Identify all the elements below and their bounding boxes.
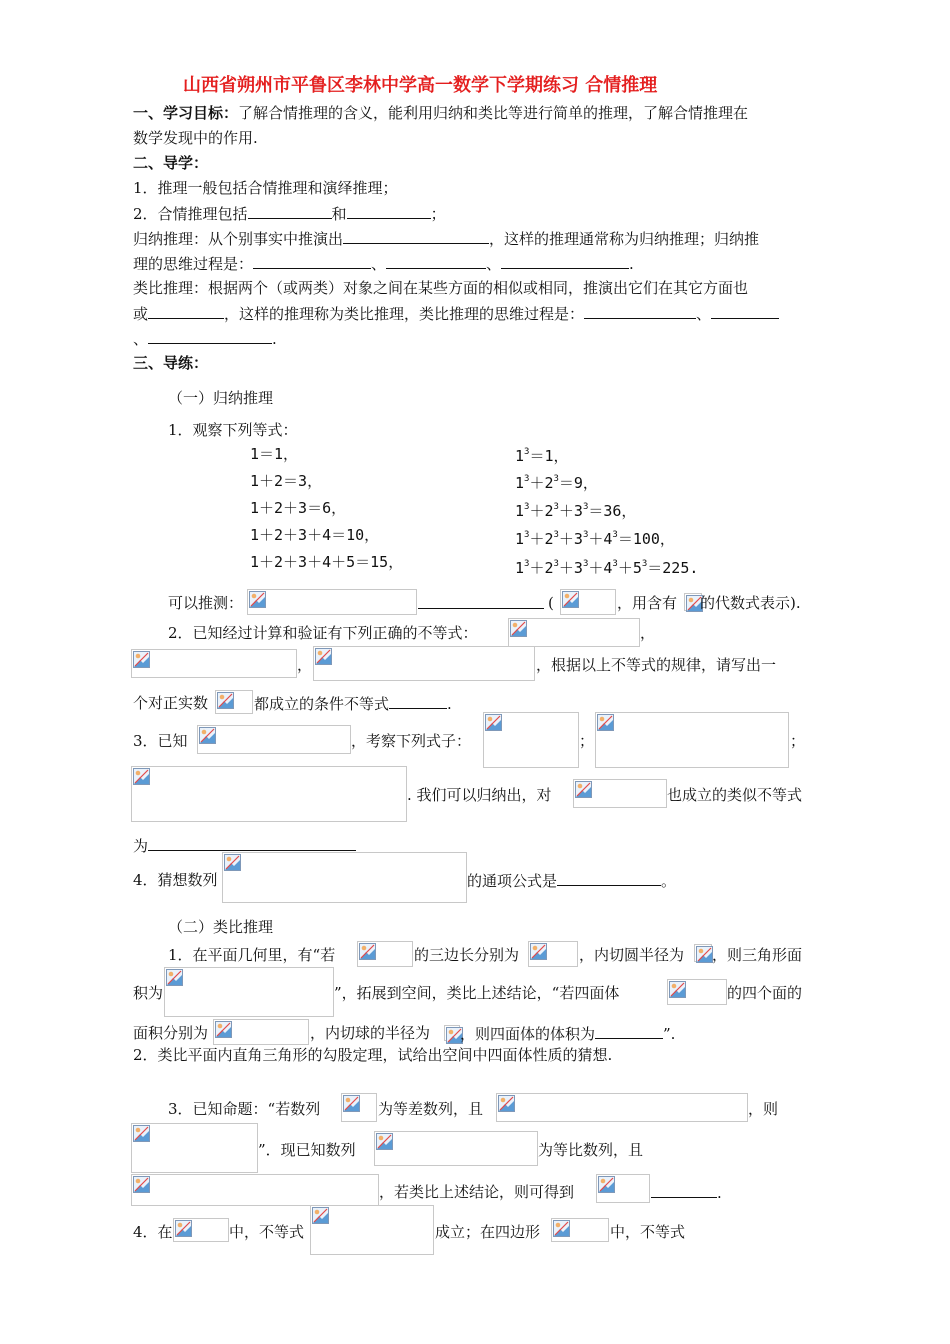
question-4: 4．猜想数列 [133,871,218,889]
formula-image [551,1218,609,1242]
broken-image-icon [249,591,266,608]
analogy-line-3 [133,328,277,349]
broken-image-icon [696,946,713,963]
text: 1 [515,474,525,492]
broken-image-icon [510,620,527,637]
formula-image [313,646,535,681]
broken-image-icon [359,943,376,960]
equation-right [515,497,636,521]
exponent: 3 [524,447,530,457]
text: . [717,1184,722,1202]
text: 积为 [133,984,164,1002]
text: . [629,255,634,273]
broken-image-icon [376,1133,393,1150]
blank-line[interactable] [651,1182,717,1198]
equation-left: 1＝1， [250,445,299,463]
text: ＋3 [558,530,583,548]
blank-line[interactable] [253,253,371,269]
exponent: 3 [553,530,559,540]
exponent: 3 [582,530,589,540]
text: ＋2 [529,559,554,577]
text: 和 [331,205,347,223]
q1-conjecture-label: 可以推测： [168,594,244,612]
text: ＋2 [529,530,554,548]
exponent: 3 [582,559,589,569]
broken-image-icon [553,1220,570,1237]
formula-image [215,690,253,714]
equation-left: 1＋2＋3＝6， [250,499,347,517]
broken-image-icon [669,981,686,998]
blank-line[interactable] [389,693,447,709]
exponent: 3 [641,559,648,569]
analogy-question-1: 1．在平面几何里，有“若 [168,946,336,964]
text: 中，不等式 [610,1223,686,1241]
text: ，则三角形面 [712,946,803,964]
text: 、 [486,255,502,273]
broken-image-icon [133,651,150,668]
broken-image-icon [343,1095,360,1112]
text: . [272,330,277,348]
equation-right [515,554,698,578]
objectives-text-2: 数学发现中的作用. [133,129,258,147]
broken-image-icon [315,648,332,665]
text: ＝1， [529,447,569,465]
text: 2．合情推理包括 [133,205,248,223]
text: ，这样的推理通常称为归纳推理；归纳推 [489,230,760,248]
text: . [447,695,452,713]
section-label: 一、学习目标： [133,104,239,122]
formula-image [573,779,667,808]
text: 面积分别为 [133,1024,209,1042]
blank-line[interactable] [557,870,661,886]
blank-line[interactable] [584,303,696,319]
text: 1 [515,447,525,465]
equation-left: 1＋2＋3＋4＋5＝15， [250,553,404,571]
formula-image [131,1123,258,1173]
text: 、 [696,305,712,323]
analogy-question-3: 3．已知命题：“若数列 [168,1100,321,1118]
text: 为 [133,837,149,855]
formula-image [667,979,727,1005]
text: 1 [515,502,525,520]
analogy-line-2 [133,303,779,324]
text: 1 [515,559,525,577]
broken-image-icon [133,1125,150,1142]
equation-left: 1＋2＋3＋4＝10， [250,526,380,544]
broken-image-icon [175,1220,192,1237]
text: ，内切球的半径为 [310,1024,431,1042]
formula-image [508,618,640,647]
blank-line[interactable] [148,328,272,344]
analogy-question-2: 2．类比平面内直角三角形的勾股定理，试给出空间中四面体性质的猜想. [133,1046,613,1064]
exponent: 3 [524,502,530,512]
text: ＋4 [588,559,613,577]
equation-left: 1＋2＝3， [250,472,323,490]
exponent: 3 [553,474,559,484]
section-label: 三、导练： [133,354,209,372]
text: ”．现已知数列 [258,1141,356,1159]
formula-image [310,1205,434,1255]
q4-answer-row [467,870,676,891]
exponent: 3 [524,559,530,569]
broken-image-icon [598,1176,615,1193]
induction-line-2 [133,253,634,274]
text: 成立；在四边形 [435,1223,541,1241]
formula-image [197,725,351,754]
formula-image [131,649,297,678]
text: ， [297,656,313,674]
question-2: 2．已知经过计算和验证有下列正确的不等式： [168,624,478,642]
formula-image [164,967,334,1017]
formula-image [131,1174,379,1206]
analogy-line-1: 类比推理：根据两个（或两类）对象之间在某些方面的相似或相同，推演出它们在其它方面也 [133,279,749,297]
text: 都成立的条件不等式 [254,695,390,713]
text: ， [640,624,656,642]
q1-blank-row [418,593,544,614]
text: 个对正实数 [133,694,209,712]
section-objectives [133,103,748,123]
formula-image [496,1093,748,1122]
text: 1 [515,530,525,548]
exponent: 3 [612,530,618,540]
formula-image [341,1093,377,1122]
broken-image-icon [597,714,614,731]
page-title: 山西省朔州市平鲁区李林中学高一数学下学期练习 合情推理 [183,75,658,96]
text: ，根据以上不等式的规律，请写出一 [536,656,777,674]
text: ，用含有 [617,594,678,612]
text: ＝225. [647,559,699,577]
text: 归纳推理：从个别事实中推演出 [133,230,344,248]
text: ； [430,205,446,223]
exponent: 3 [553,559,559,569]
broken-image-icon [215,1021,232,1038]
text: ”，拓展到空间，类比上述结论，“若四面体 [334,984,620,1002]
text: 理的思维过程是： [133,255,254,273]
formula-image [131,766,407,822]
formula-image [595,712,789,768]
text: ＋5 [617,559,642,577]
exponent: 3 [553,502,559,512]
broken-image-icon [562,591,579,608]
exponent: 3 [582,502,589,512]
broken-image-icon [199,727,216,744]
text: ＋4 [588,530,613,548]
r3-answer-row [651,1182,722,1203]
blank-line[interactable] [595,1023,663,1039]
q2-answer-row [254,693,452,714]
blank-line[interactable] [343,228,489,244]
text: ＝9， [558,474,598,492]
formula-image [173,1218,229,1242]
equation-right [515,469,598,493]
broken-image-icon [312,1207,329,1224]
broken-image-icon [133,768,150,785]
question-1: 1．观察下列等式： [168,421,298,439]
text: ”. [663,1025,676,1043]
formula-image [374,1131,538,1166]
formula-image [444,1025,460,1041]
formula-image [213,1019,309,1045]
broken-image-icon [133,1176,150,1193]
text: 中，不等式 [229,1223,305,1241]
text: ，若类比上述结论，则可得到 [379,1183,575,1201]
section-label: 二、导学： [133,154,209,172]
text: ＋2 [529,474,554,492]
text: ，则 [748,1100,779,1118]
text: ，考察下列式子： [351,732,472,750]
formula-image [247,589,417,615]
text: 为等差数列，且 [378,1100,484,1118]
formula-image [222,852,467,903]
question-3: 3．已知 [133,732,188,750]
formula-image [483,712,579,768]
broken-image-icon [217,692,234,709]
text: 或 [133,305,149,323]
exponent: 3 [524,474,530,484]
formula-image [560,589,616,615]
text: 也成立的类似不等式 [667,786,803,804]
equation-right [515,442,568,466]
text: ＝36， [588,502,637,520]
broken-image-icon [575,781,592,798]
formula-image [596,1174,650,1203]
text: ＋2 [529,502,554,520]
broken-image-icon [224,854,241,871]
objectives-text: 了解合情推理的含义，能利用归纳和类比等进行简单的推理，了解合情推理在 [238,104,749,122]
text: 的三边长分别为 [414,946,520,964]
formula-image [357,941,413,967]
text: 、 [133,330,149,348]
analogy-question-4: 4．在 [133,1223,173,1241]
exponent: 3 [524,530,530,540]
blank-line[interactable] [347,203,431,219]
guide-item-1: 1．推理一般包括合情推理和演绎推理； [133,179,398,197]
blank-line[interactable] [711,303,779,319]
guide-item-2 [133,203,446,224]
text: ＋3 [558,559,583,577]
broken-image-icon [530,943,547,960]
text: ，这样的推理称为类比推理，类比推理的思维过程是： [224,305,585,323]
text: 的四个面的 [727,984,803,1002]
broken-image-icon [485,714,502,731]
text: ； [579,732,595,750]
text: 。 [661,872,677,890]
exponent: 3 [612,559,618,569]
broken-image-icon [166,969,183,986]
r1-answer-row [460,1023,675,1044]
subsection-induction: （一）归纳推理 [168,389,274,407]
blank-line[interactable] [386,253,486,269]
broken-image-icon [498,1095,515,1112]
text: . 我们可以归纳出，对 [407,786,552,804]
blank-line[interactable] [248,203,332,219]
text: 的代数式表示). [700,594,801,612]
text: 、 [371,255,387,273]
formula-image [694,944,712,962]
blank-line[interactable] [501,253,629,269]
text: ，则四面体的体积为 [460,1025,596,1043]
text: ，内切圆半径为 [579,946,685,964]
text: ( [548,594,554,612]
text: ＋3 [558,502,583,520]
blank-line[interactable] [148,835,356,851]
text: 的通项公式是 [467,872,558,890]
formula-image [528,941,578,967]
equation-right [515,525,675,549]
text: ＝100， [617,530,675,548]
text: ； [790,732,806,750]
subsection-analogy: （二）类比推理 [168,918,274,936]
induction-line-1 [133,228,759,249]
blank-line[interactable] [148,303,224,319]
blank-line[interactable] [418,593,544,609]
text: 为等比数列，且 [538,1141,644,1159]
